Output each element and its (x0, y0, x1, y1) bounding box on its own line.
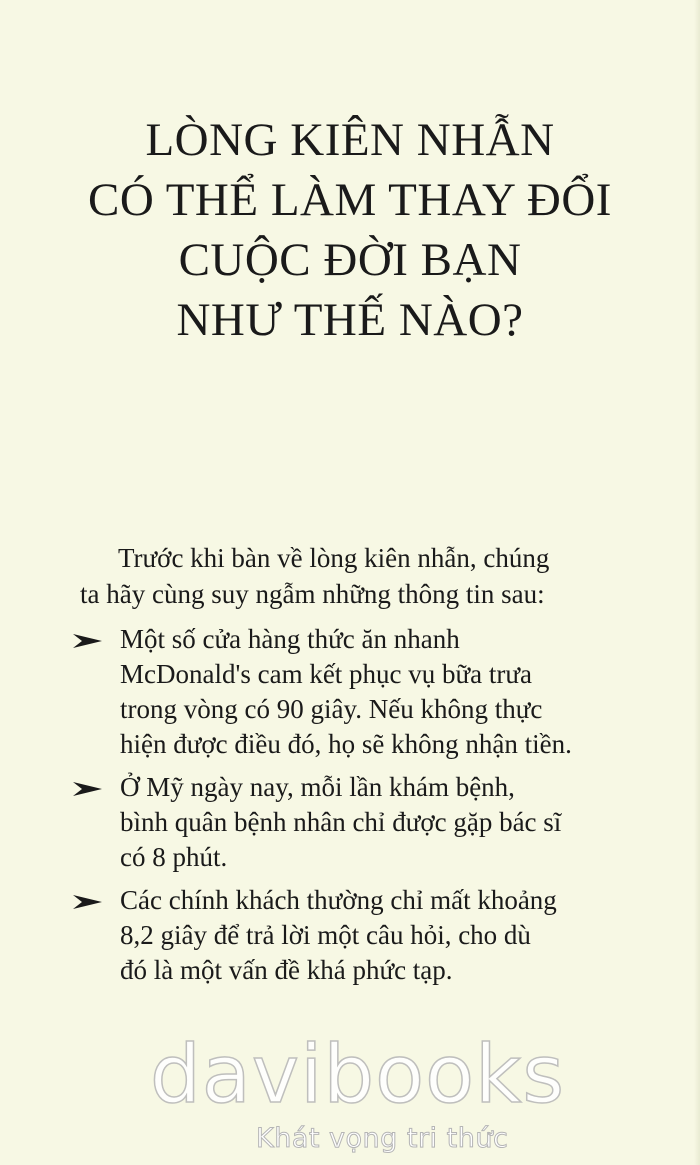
bullet-line: McDonald's cam kết phục vụ bữa trưa (120, 659, 533, 689)
list-item (72, 770, 612, 875)
bullet-line: có 8 phút. (120, 842, 228, 872)
bullet-list (72, 622, 612, 996)
bullet-line: đó là một vấn đề khá phức tạp. (120, 955, 453, 985)
intro-paragraph (80, 540, 600, 612)
bullet-line: trong vòng có 90 giây. Nếu không thực (120, 694, 543, 724)
arrowhead-bullet-icon (72, 632, 104, 650)
bullet-line: Ở Mỹ ngày nay, mỗi lần khám bệnh, (120, 772, 515, 802)
list-item (72, 622, 612, 762)
title-line: LÒNG KIÊN NHẪN (145, 114, 555, 166)
intro-line: Trước khi bàn về lòng kiên nhẫn, chúng (118, 543, 550, 573)
arrowhead-bullet-icon (72, 893, 104, 911)
arrowhead-bullet-icon (72, 780, 104, 798)
chapter-title (40, 110, 660, 350)
watermark-tagline: Khát vọng tri thức (256, 1123, 509, 1154)
bullet-line: hiện được điều đó, họ sẽ không nhận tiền. (120, 729, 572, 759)
intro-line: ta hãy cùng suy ngẫm những thông tin sau: (80, 579, 545, 609)
title-line: CÓ THỂ LÀM THAY ĐỔI (88, 174, 612, 226)
title-line: CUỘC ĐỜI BẠN (178, 234, 522, 286)
list-item (72, 883, 612, 988)
page-edge (694, 0, 700, 1165)
title-line: NHƯ THẾ NÀO? (176, 294, 524, 346)
bullet-line: 8,2 giây để trả lời một câu hỏi, cho dù (120, 920, 531, 950)
bullet-line: bình quân bệnh nhân chỉ được gặp bác sĩ (120, 807, 562, 837)
bullet-line: Một số cửa hàng thức ăn nhanh (120, 624, 460, 654)
bullet-line: Các chính khách thường chỉ mất khoảng (120, 885, 557, 915)
watermark-brand: davibooks (150, 1028, 566, 1121)
